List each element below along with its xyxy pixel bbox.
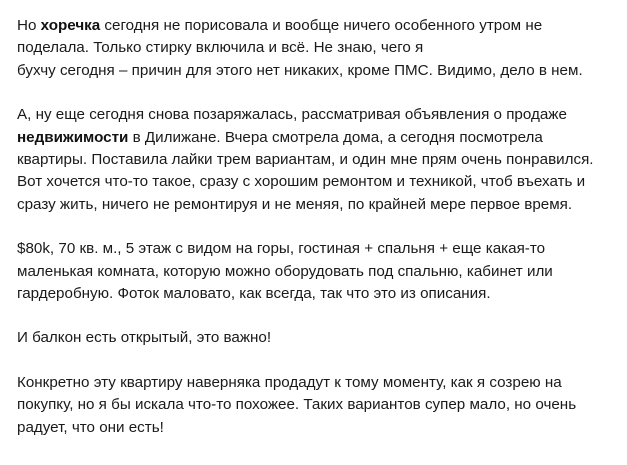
- text-run: бухчу сегодня – причин для этого нет никаких, кроме ПМС. Видимо, дело в нем.: [17, 61, 583, 79]
- text-run: в Дилижане. Вчера смотрела дома, а сегодня посмотрела: [128, 128, 543, 146]
- paragraph-1: [17, 15, 617, 82]
- text-run: гардеробную. Фоток маловато, как всегда, так что это из описания.: [17, 285, 491, 303]
- text-run: поделала. Только стирку включила и всё. Не знаю, чего я: [17, 39, 424, 57]
- post-body: [17, 15, 617, 461]
- text-run: покупку, но я бы искала что-то похожее. Таких вариантов супер мало, но очень: [17, 396, 577, 414]
- text-run: $80k, 70 кв. м., 5 этаж с видом на горы, гостиная + спальня + еще какая-то: [17, 240, 546, 258]
- bold-keyword-horechka: хоречка: [40, 17, 101, 34]
- text-line: [17, 261, 617, 283]
- text-line: [17, 417, 617, 439]
- paragraph-5: [17, 372, 617, 439]
- text-run: квартиры. Поставила лайки трем вариантам, и один мне прям очень понравился.: [17, 151, 594, 169]
- text-line: [17, 372, 617, 394]
- text-line: [17, 127, 617, 149]
- text-line: [17, 283, 617, 305]
- text-run: И балкон есть открытый, это важно!: [17, 329, 272, 347]
- text-run: Но: [17, 17, 41, 34]
- paragraph-3: [17, 238, 617, 305]
- paragraph-4: [17, 327, 617, 349]
- bold-keyword-nedvizhimosti: недвижимости: [17, 128, 129, 146]
- text-line: [17, 327, 617, 349]
- text-run: сразу жить, ничего не ремонтируя и не меняя, по крайней мере первое время.: [17, 195, 573, 213]
- text-line: [17, 60, 617, 82]
- text-line: [17, 37, 617, 59]
- text-line: [17, 194, 617, 216]
- text-run: маленькая комната, которую можно оборудовать под спальню, кабинет или: [17, 262, 553, 280]
- text-run: сегодня не порисовала и вообще ничего особенного утром не: [100, 17, 543, 34]
- text-line: [17, 394, 617, 416]
- text-run: Конкретно эту квартиру наверняка продадут к тому моменту, как я созрею на: [17, 373, 562, 391]
- text-line: [17, 238, 617, 260]
- text-run: радует, что они есть!: [17, 418, 164, 436]
- text-run: А, ну еще сегодня снова позаряжалась, рассматривая объявления о продаже: [17, 106, 567, 124]
- paragraph-2: [17, 104, 617, 216]
- text-line: [17, 171, 617, 193]
- text-run: Вот хочется что-то такое, сразу с хорошим ремонтом и техникой, чтоб въехать и: [17, 173, 586, 191]
- text-line: [17, 104, 617, 126]
- text-line: [17, 15, 617, 37]
- text-line: [17, 149, 617, 171]
